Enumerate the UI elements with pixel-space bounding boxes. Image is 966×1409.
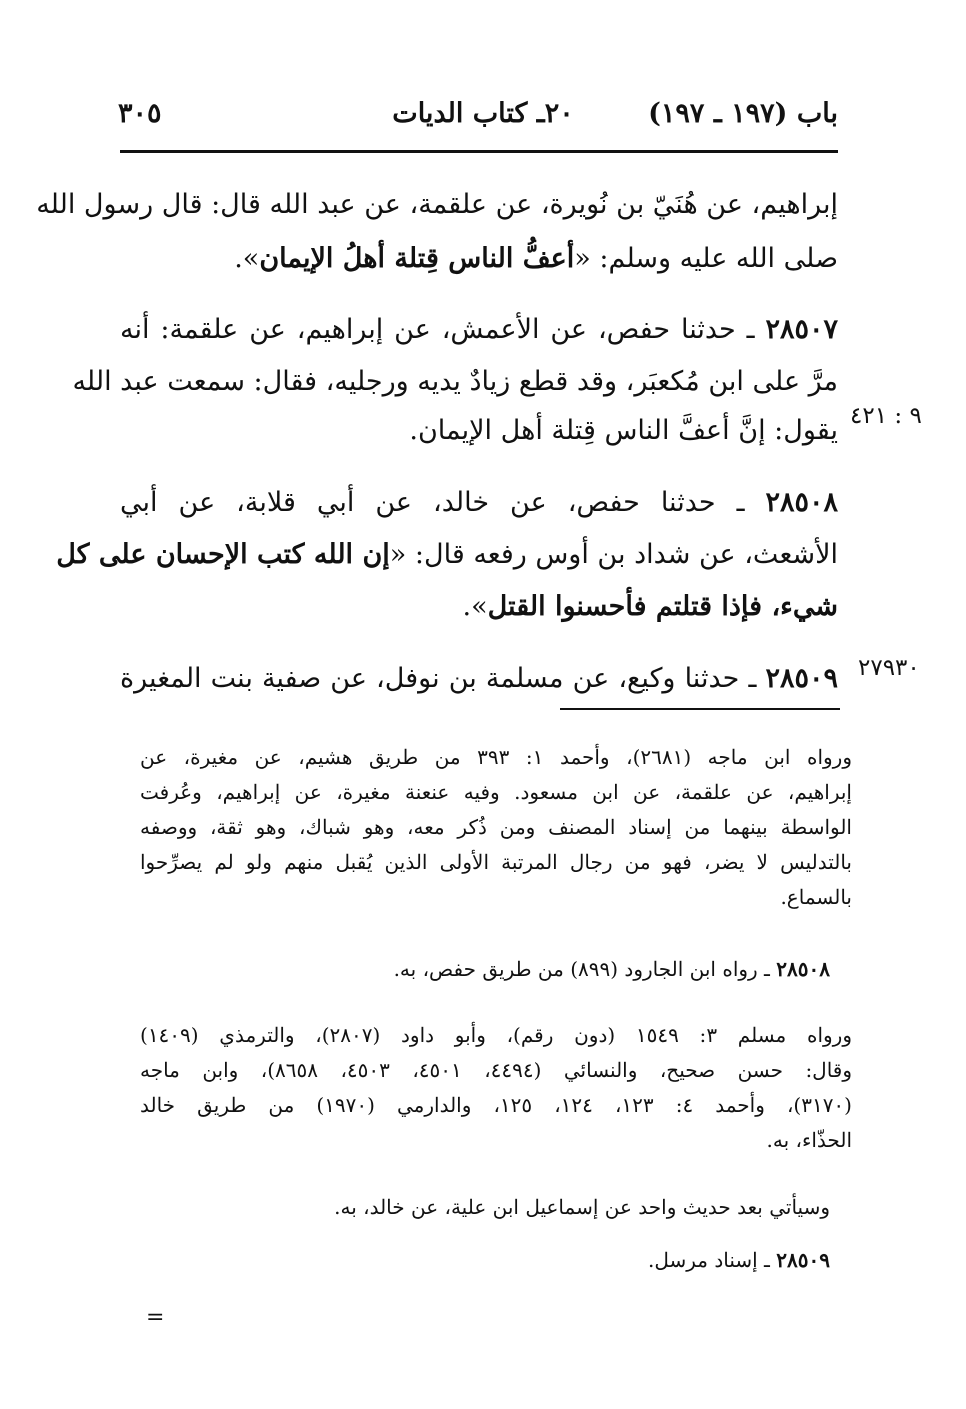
hadith-quote: إن الله كتب الإحسان على كل (56, 539, 390, 570)
footnote-line (140, 1243, 830, 1279)
footnote-separator (560, 708, 840, 710)
text-fragment: ». (462, 591, 488, 622)
text-fragment: صلى الله عليه وسلم: « (574, 243, 838, 274)
book-title: ٢٠ـ كتاب الديات (392, 98, 574, 129)
footnote-line: الواسطة بينهما من إسناد المصنف ومن ذُكر معه، وهو شباك، وهو ثقة، ووصفه (140, 815, 852, 839)
footnote-line: وقال: حسن صحيح، والنسائي (٤٤٩٤، ٤٥٠١، ٤٥٠٣، ٨٦٥٨)، وابن ماجه (140, 1058, 853, 1082)
main-text-line (120, 582, 838, 636)
footnote-line: (٣١٧٠)، وأحمد ٤: ١٢٣، ١٢٤، ١٢٥، والدارمي (١٩٧٠) من طريق خالد (140, 1093, 852, 1117)
footnote-number: ٢٨٥٠٨ (776, 957, 830, 981)
text-fragment: ـ حدثنا حفص، عن الأعمش، عن إبراهيم، عن علقمة: أنه (120, 314, 766, 345)
footnote-line: بالتدليس لا يضر، فهو من رجال المرتبة الأولى الذين يُقبل منهم ولو لم يصرِّحوا (140, 850, 852, 874)
margin-reference: ٩ : ٤٢١ (850, 403, 922, 429)
main-text-line: يقول: إنَّ أعفَّ الناس قِتلة أهل الإيمان. (409, 415, 838, 446)
margin-reference: ٢٧٩٣٠ (858, 655, 920, 681)
page-number: ٣٠٥ (118, 98, 162, 129)
text-fragment: ـ حدثنا حفص، عن خالد، عن أبي قلابة، عن أبي (120, 487, 766, 518)
end-mark: = (146, 1305, 165, 1330)
hadith-quote: أعفُّ الناس قِتلة أهلُ الإيمان (259, 243, 575, 274)
text-fragment: ». (234, 243, 260, 274)
footnote-line: إبراهيم، عن علقمة، عن ابن مسعود. وفيه عنعنة مغيرة، عن إبراهيم، وعُرفت (140, 780, 852, 804)
main-text-line: إبراهيم، عن هُنَيّ بن نُويرة، عن علقمة، عن عبد الله قال: قال رسول الله (36, 189, 838, 220)
text-fragment: الأشعث، عن شداد بن أوس رفعه قال: « (389, 539, 838, 570)
hadith-28507-line (120, 305, 838, 359)
main-text-line: مرَّ على ابن مُكعبَر، وقد قطع زيادٌ يديه ورجليه، فقال: سمعت عبد الله (72, 366, 838, 397)
footnote-line: وسيأتي بعد حديث واحد عن إسماعيل ابن علية، عن خالد، به. (334, 1195, 830, 1219)
text-fragment: ـ رواه ابن الجارود (٨٩٩) من طريق حفص، به. (393, 957, 777, 981)
hadith-28508-line (120, 478, 838, 532)
hadith-number: ٢٨٥٠٨ (765, 487, 838, 518)
chapter-heading: باب (١٩٧ ـ ١٩٧) (648, 98, 838, 129)
hadith-number: ٢٨٥٠٩ (765, 663, 838, 694)
hadith-quote: شيء، فإذا قتلتم فأحسنوا القتل (487, 591, 838, 622)
footnote-line: ورواه ابن ماجه (٢٦٨١)، وأحمد ١: ٣٩٣ من طريق هشيم، عن مغيرة، عن (140, 745, 852, 769)
header-rule (120, 150, 838, 153)
footnote-line: الحذّاء، به. (766, 1128, 852, 1152)
main-text-line (56, 530, 838, 584)
hadith-28509-line (120, 654, 838, 708)
footnote-number: ٢٨٥٠٩ (776, 1248, 830, 1272)
text-fragment: ـ إسناد مرسل. (647, 1248, 777, 1272)
footnote-line: بالسماع. (780, 885, 852, 909)
footnote-line (140, 952, 830, 988)
main-text-line (120, 234, 838, 288)
text-fragment: ـ حدثنا وكيع، عن مسلمة بن نوفل، عن صفية بنت المغيرة (120, 663, 766, 694)
hadith-number: ٢٨٥٠٧ (765, 314, 838, 345)
footnote-line: ورواه مسلم ٣: ١٥٤٩ (دون رقم)، وأبو داود (٢٨٠٧)، والترمذي (١٤٠٩) (140, 1023, 852, 1047)
